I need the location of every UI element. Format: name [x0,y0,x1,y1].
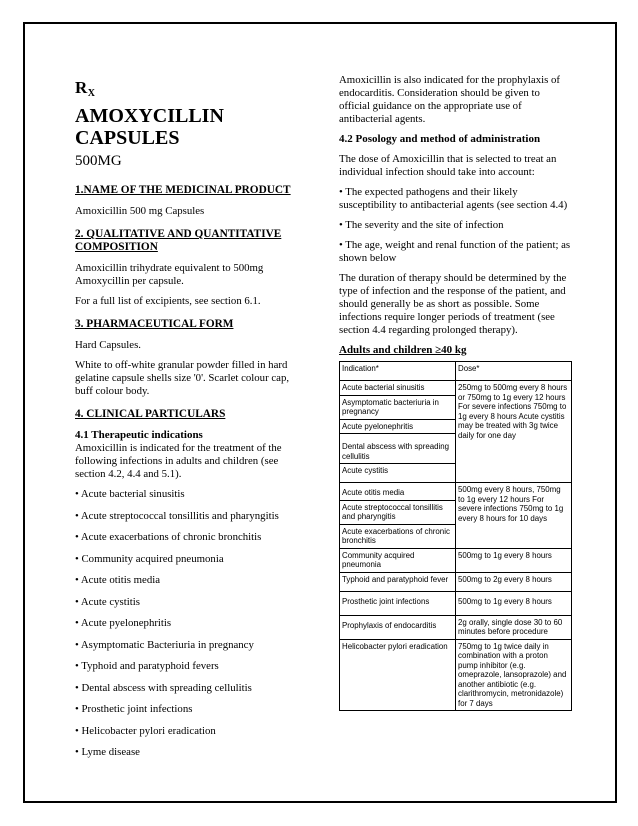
dosage-table [339,361,572,711]
table-row [340,639,572,711]
section-3-text-2: White to off-white granular powder filled in hard gelatine capsule shells size '0'. Scarlet colour cap, buff colour body. [75,359,290,397]
table-cell: 2g orally, single dose 30 to 60 minutes before procedure [456,615,572,639]
indication-item: • Acute bacterial sinusitis [75,488,185,500]
section-1-text: Amoxicillin 500 mg Capsules [75,205,205,217]
table-row [340,591,572,615]
indication-item: • Helicobacter pylori eradication [75,724,216,737]
table-cell: 750mg to 1g twice daily in combination with a proton pump inhibitor (e.g. omeprazole, lansoprazole) and another antibiotic (e.g. clarithromycin, metronidazole) for 7 days [456,639,572,711]
indication-item: • Typhoid and paratyphoid fevers [75,660,219,672]
section-2-title: 2. QUALITATIVE AND QUANTITATIVE COMPOSITION [75,228,282,253]
indication-item: • Acute otitis media [75,574,161,586]
table-row [340,548,572,572]
table-cell: Typhoid and paratyphoid fever [340,572,456,591]
dose-intro: The dose of Amoxicillin that is selected to treat an individual infection should take into account: [339,153,557,178]
table-cell: Acute streptococcal tonsillitis and pharyngitis [340,500,456,524]
indication-item: • Acute exacerbations of chronic bronchitis [75,531,262,543]
rx-symbol: $R_X$ [75,78,96,99]
drug-strength: 500MG [75,153,122,169]
section-4-1-title: 4.1 Therapeutic indications [75,429,203,441]
section-3-text-1: Hard Capsules. [75,339,141,351]
table-cell: Acute exacerbations of chronic bronchitis [340,524,456,548]
dose-factor-2: • The severity and the site of infection [339,219,504,231]
right-column [339,74,571,711]
section-1-title: 1.NAME OF THE MEDICINAL PRODUCT [75,184,291,196]
table-cell: Acute otitis media [340,483,456,501]
table-cell: Dental abscess with spreading cellulitis [340,434,456,464]
table-cell: 500mg to 2g every 8 hours [456,572,572,591]
prophylaxis-text: Amoxicillin is also indicated for the prophylaxis of endocarditis. Consideration should be given to official guidance on the appropriate use of antibacterial agents. [339,74,560,125]
table-cell: Prosthetic joint infections [340,591,456,615]
table-cell: 500mg to 1g every 8 hours [456,548,572,572]
indication-item: • Acute streptococcal tonsillitis and pharyngitis [75,509,279,522]
table-row [340,381,572,396]
indication-item: • Acute cystitis [75,595,140,608]
indication-item: • Lyme disease [75,746,140,758]
section-4-1-intro: Amoxicillin is indicated for the treatment of the following infections in adults and children (see section 4.2, 4.4 and 5.1). [75,442,282,480]
indication-item: • Prosthetic joint infections [75,703,193,715]
table-row [340,483,572,501]
table-cell: 250mg to 500mg every 8 hours or 750mg to 1g every 12 hours For severe infections 750mg to 1g every 8 hours Acute cystitis may be treated with 3g twice daily for one day [456,381,572,483]
duration-text: The duration of therapy should be determined by the type of infection and the response of the patient, and should generally be as short as possible. Some infections require longer periods of treatment (see section 4.4 regarding prolonged therapy). [339,272,567,336]
table-cell: 500mg to 1g every 8 hours [456,591,572,615]
table-row [340,572,572,591]
table-row [340,615,572,639]
section-3-title: 3. PHARMACEUTICAL FORM [75,318,234,330]
table-cell: Asymptomatic bacteriuria in pregnancy [340,395,456,419]
section-2-text-1: Amoxicillin trihydrate equivalent to 500mg Amoxycillin per capsule. [75,262,264,287]
section-4-title: 4. CLINICAL PARTICULARS [75,408,226,420]
left-column [75,78,305,768]
indication-item: • Acute pyelonephritis [75,617,172,629]
indication-item: • Dental abscess with spreading cellulitis [75,681,252,694]
dose-factor-1: • The expected pathogens and their likely susceptibility to antibacterial agents (see section 4.4) [339,186,568,211]
drug-name: AMOXYCILLIN CAPSULES [75,105,224,149]
table-cell: 500mg every 8 hours, 750mg to 1g every 12 hours For severe infections 750mg to 1g every 8 hours for 10 days [456,483,572,549]
table-header-row [340,362,572,381]
table-cell: Acute pyelonephritis [340,419,456,434]
table-cell: Prophylaxis of endocarditis [340,615,456,639]
indication-item: • Asymptomatic Bacteriuria in pregnancy [75,638,254,651]
section-2-text-2: For a full list of excipients, see section 6.1. [75,295,261,307]
indication-header: Indication* [340,362,456,381]
table-cell: Acute bacterial sinusitis [340,381,456,396]
dose-header: Dose* [456,362,572,381]
section-4-2-title: 4.2 Posology and method of administration [339,133,541,145]
adults-heading: Adults and children ≥40 kg [339,344,467,356]
dose-factor-3: • The age, weight and renal function of the patient; as shown below [339,239,571,264]
table-cell: Helicobacter pylori eradication [340,639,456,711]
indication-item: • Community acquired pneumonia [75,552,224,565]
table-cell: Community acquired pneumonia [340,548,456,572]
table-cell: Acute cystitis [340,464,456,483]
